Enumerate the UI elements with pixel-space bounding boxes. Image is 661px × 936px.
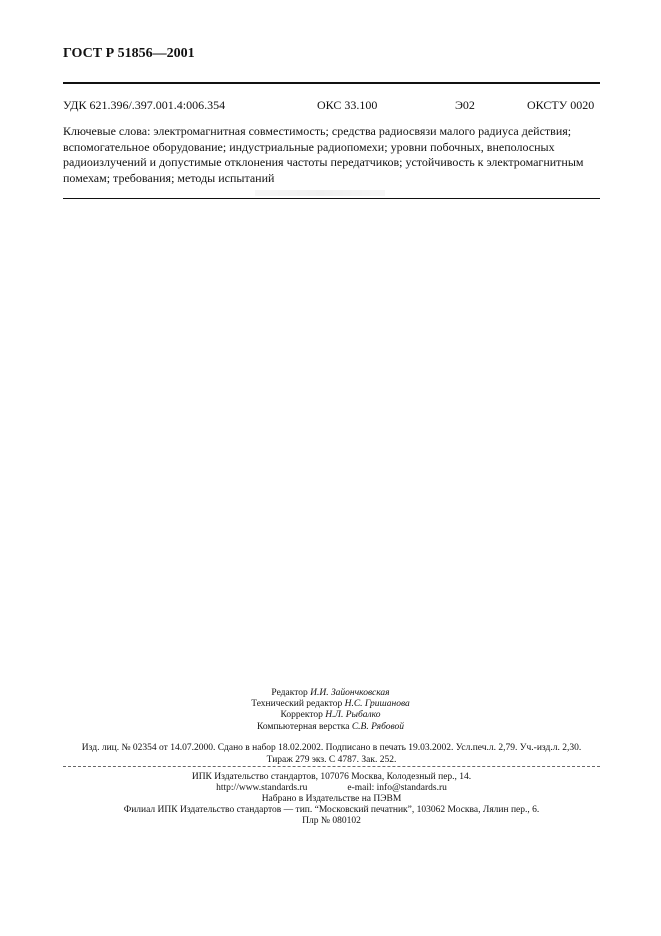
- publisher-contacts: [63, 783, 600, 794]
- document-header: ГОСТ Р 51856—2001: [63, 46, 195, 61]
- keywords-line: вспомогательное оборудование; индустриальные радиопомехи; уровни побочных, внеполосных: [63, 139, 555, 154]
- okstu-code: ОКСТУ 0020: [527, 98, 595, 112]
- keywords-line: радиоизлучений и допустимые отклонения частоты передатчиков; устойчивость к электромагнитным: [63, 155, 584, 169]
- publisher-address: ИПК Издательство стандартов, 107076 Москва, Колодезный пер., 14.: [191, 772, 472, 782]
- publication-line: Изд. лиц. № 02354 от 14.07.2000. Сдано в набор 18.02.2002. Подписано в печать 19.03.2002. Усл.печ.л. 2,79. Уч.-изд.л. 2,30.: [81, 743, 582, 753]
- oks-code: ОКС 33.100: [317, 98, 378, 112]
- printer-address: Филиал ИПК Издательство стандартов — тип. “Московский печатник”, 103062 Москва, Лялин пер., 6.: [123, 805, 540, 815]
- publisher-website: http://www.standards.ru: [216, 783, 308, 793]
- publication-info: [63, 742, 600, 766]
- credit-editor: Редактор И.И. Зайончковская: [271, 688, 390, 698]
- credits-block: [0, 688, 661, 733]
- license-number: Плр № 080102: [302, 816, 361, 826]
- dashed-divider: [63, 766, 600, 767]
- credit-layout: Компьютерная верстка С.В. Рябовой: [257, 721, 404, 732]
- keywords-line: помехам; требования; методы испытаний: [63, 170, 275, 185]
- publisher-block: [63, 772, 600, 827]
- e02-code: Э02: [455, 98, 475, 112]
- typeset-note: Набрано в Издательстве на ПЭВМ: [261, 794, 402, 804]
- keywords-block: [63, 124, 600, 186]
- bleed-through-smudge: [255, 190, 385, 196]
- credit-corrector: Корректор Н.Л. Рыбалко: [280, 710, 381, 721]
- keywords-rule: [63, 198, 600, 199]
- udk-code: УДК 621.396/.397.001.4:006.354: [63, 98, 226, 112]
- publisher-email: e-mail: info@standards.ru: [347, 783, 447, 793]
- publication-line: Тираж 279 экз. С 4787. Зак. 252.: [266, 755, 397, 765]
- credit-tech-editor: Технический редактор Н.С. Гришанова: [251, 699, 410, 710]
- keywords-line: Ключевые слова: электромагнитная совместимость; средства радиосвязи малого радиуса действия;: [63, 124, 572, 138]
- header-rule: [63, 82, 600, 84]
